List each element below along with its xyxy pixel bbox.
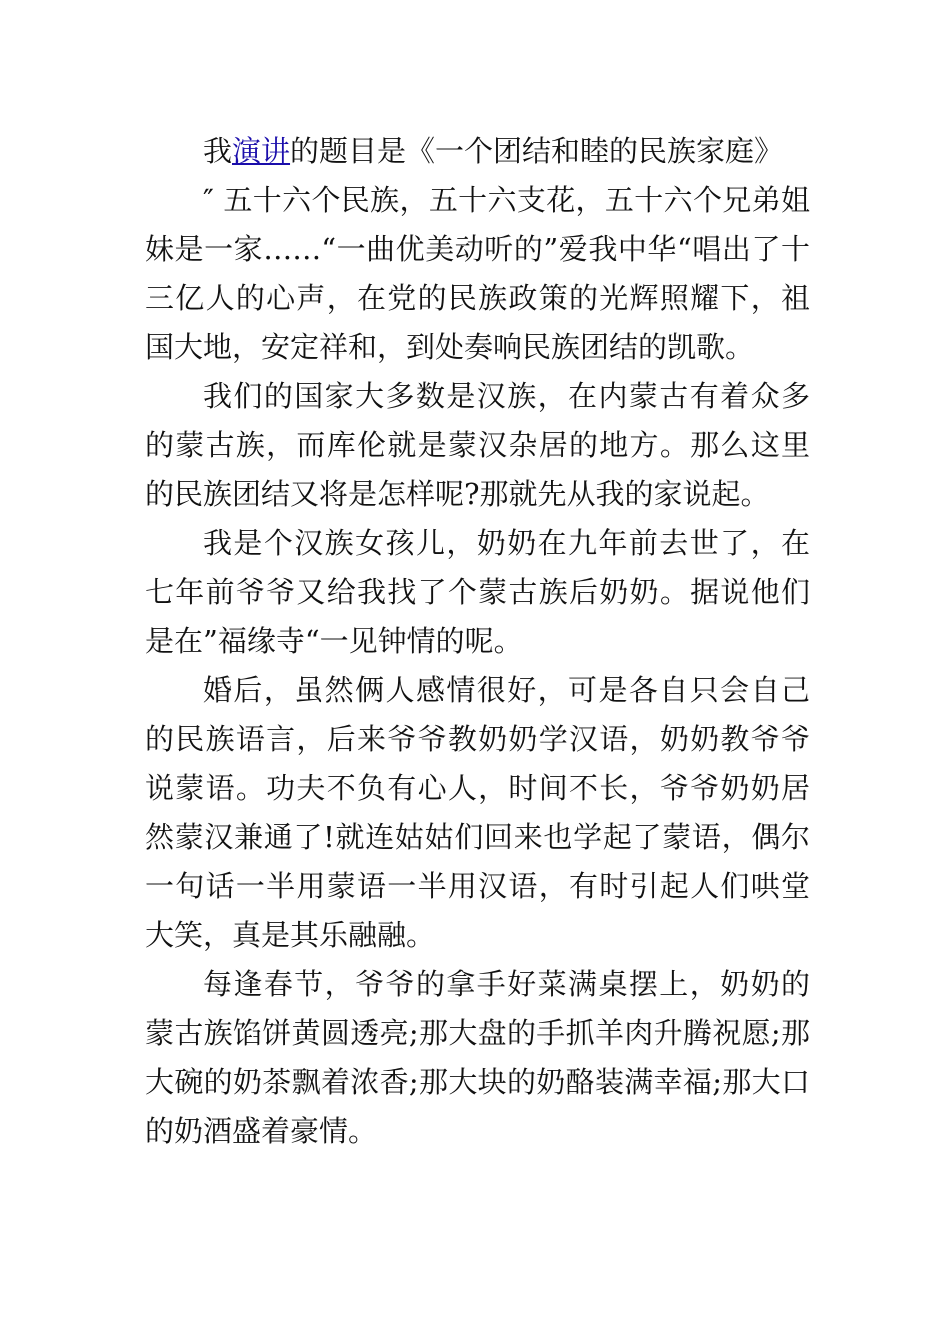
title-prefix: 我 — [203, 134, 233, 168]
paragraph-3: 我是个汉族女孩儿，奶奶在九年前去世了，在七年前爷爷又给我找了个蒙古族后奶奶。据说他们是在”福缘寺“一见钟情的呢。 — [145, 526, 810, 658]
paragraph-5: 每逢春节，爷爷的拿手好菜满桌摆上，奶奶的蒙古族馅饼黄圆透亮;那大盘的手抓羊肉升腾祝愿;那大碗的奶茶飘着浓香;那大块的奶酪装满幸福;那大口的奶酒盛着豪情。 — [145, 967, 810, 1148]
title-suffix: 的题目是《一个团结和睦的民族家庭》 — [290, 134, 784, 168]
document-body — [145, 127, 810, 1156]
paragraph-2: 我们的国家大多数是汉族，在内蒙古有着众多的蒙古族，而库伦就是蒙汉杂居的地方。那么这里的民族团结又将是怎样呢?那就先从我的家说起。 — [145, 379, 810, 511]
speech-link[interactable]: 演讲 — [232, 134, 291, 168]
paragraph-4: 婚后，虽然俩人感情很好，可是各自只会自己的民族语言，后来爷爷教奶奶学汉语，奶奶教爷爷说蒙语。功夫不负有心人，时间不长，爷爷奶奶居然蒙汉兼通了!就连姑姑们回来也学起了蒙语，偶尔一句话一半用蒙语一半用汉语，有时引起人们哄堂大笑，真是其乐融融。 — [145, 673, 810, 952]
paragraph-1: ″ 五十六个民族，五十六支花，五十六个兄弟姐妹是一家……“一曲优美动听的”爱我中华“唱出了十三亿人的心声，在党的民族政策的光辉照耀下，祖国大地，安定祥和，到处奏响民族团结的凯歌。 — [145, 183, 810, 364]
title-paragraph — [145, 127, 810, 176]
